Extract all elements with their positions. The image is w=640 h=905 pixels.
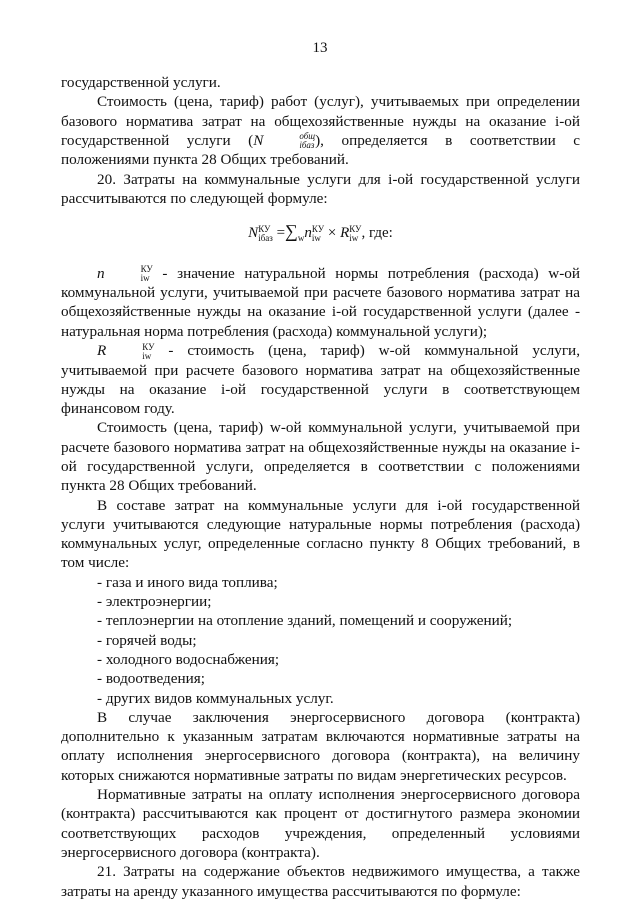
paragraph-energy-service-cost: Нормативные затраты на оплату исполнения энергосервисного договора (контракта) рассчитываются как процент от достигнутого размера экономии соответствующих расходов учреждения, определенный условиями энергосервисного договора (контракта). [61,786,580,861]
formula-R: R [340,225,350,242]
document-body [61,73,580,901]
formula-n: n [304,225,312,242]
list-item: - холодного водоснабжения; [97,650,280,668]
list-item: - электроэнергии; [97,593,212,611]
list-item: - других видов коммунальных услуг. [97,689,334,707]
list-item: - теплоэнергии на отопление зданий, помещений и сооружений; [97,612,513,630]
formula-utilities: N КУ iбаз $=\sum_wn$ КУ iw × R КУ iw , где: [248,221,393,244]
page-number: 13 [312,40,328,56]
paragraph-utility-cost: Стоимость (цена, тариф) w-ой коммунальной услуги, учитываемой при расчете базового норматива затрат на общехозяйственные нужды на оказание i-ой государственной услуги, определяется в соответствии с положениями пункта 28 Общих требований. [61,419,580,495]
formula-tail: , где: [361,225,393,242]
paragraph-utility-norms: В составе затрат на коммунальные услуги для i-ой государственной услуги учитываются следующие натуральные нормы потребления (расхода) коммунальных услуг, определенные согласно пункту 8 Общих требований, в том числе: [61,496,580,572]
paragraph-works-cost-b: ), определяется в соответствии с положениями пункта 28 Общих требований. [61,131,580,169]
formula-times: × [327,225,337,242]
definition-R: R КУ iw - стоимость (цена, тариф) w-ой коммунальной услуги, учитываемой при расчете базового норматива затрат на общехозяйственные нужды на оказание i-ой государственной услуги в соответствующем финансовом году. [61,341,580,418]
paragraph-continuation: государственной услуги. [61,74,221,91]
formula-equals: = [276,225,286,242]
formula-N: N [248,225,259,242]
formula-sum: ∑ [285,221,298,242]
list-item: - горячей воды; [97,631,197,649]
paragraph-item-21: 21. Затраты на содержание объектов недвижимого имущества, а также затраты на аренду указанного имущества рассчитываются по формуле: [61,863,580,900]
paragraph-works-cost-a: Стоимость (цена, тариф) работ (услуг), учитываемых при определении базового норматива затрат на общехозяйственные нужды на оказание i-ой государственной услуги ( [61,93,580,149]
definition-n: n КУ iw - значение натуральной нормы потребления (расхода) w-ой коммунальной услуги, учитываемой при расчете базового норматива затрат на общехозяйственные нужды на оказание i-ой государственной услуги (далее - натуральная норма потребления (расхода) коммунальной услуги); [61,264,580,340]
list-item: - газа и иного вида топлива; [97,573,278,591]
list-item: - водоотведения; [97,670,205,688]
paragraph-works-cost [61,92,580,169]
paragraph-item-20: 20. Затраты на коммунальные услуги для i-ой государственной услуги рассчитываются по следующей формуле: [61,170,580,207]
symbol-n-general: N общ iбаз [253,131,316,151]
paragraph-energy-service: В случае заключения энергосервисного договора (контракта) дополнительно к указанным затратам включаются нормативные затраты на оплату исполнения энергосервисного договора (контракта), на величину которых снижаются нормативные затраты по видам энергетических ресурсов. [61,708,580,784]
